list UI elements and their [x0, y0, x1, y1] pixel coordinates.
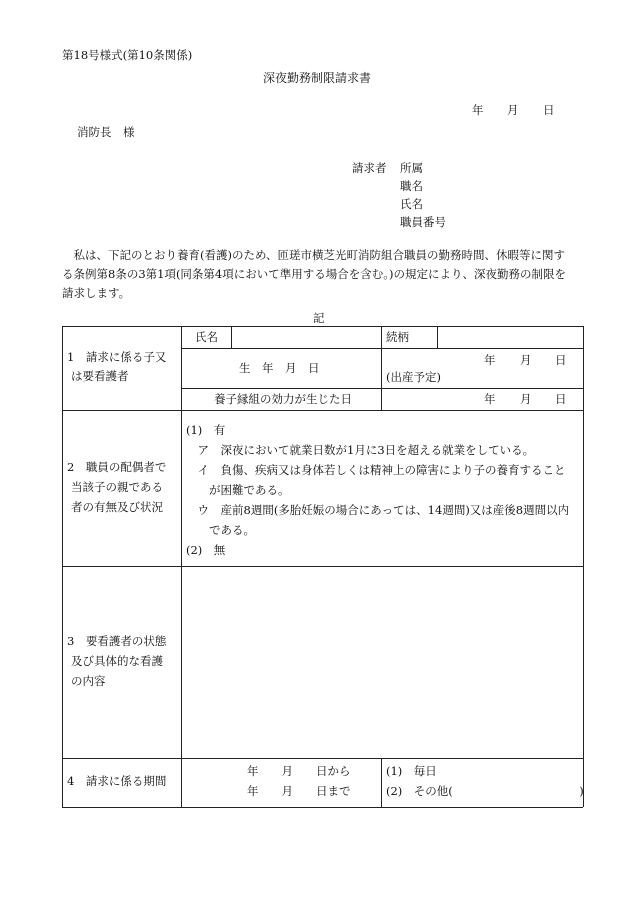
- birth-day: 日: [555, 353, 567, 367]
- row3-label: の内容: [71, 674, 106, 688]
- document-title: 深夜勤務制限請求書: [263, 71, 372, 85]
- date-year: 年: [472, 103, 484, 117]
- spouse-condition-a: ア 深夜において就業日数が1月に3日を超える就業をしている。: [186, 443, 535, 457]
- form-number: 第18号様式(第10条関係): [62, 48, 193, 62]
- period-to: 年 月 日まで: [247, 784, 351, 798]
- statement-line: 私は、下記のとおり養育(看護)のため、匝瑳市横芝光町消防組合職員の勤務時間、休暇等に関す: [62, 248, 566, 262]
- row4-label: 4 請求に係る期間: [67, 774, 167, 788]
- spouse-condition-i-cont: が困難である。: [186, 483, 290, 497]
- requester-affiliation: 所属: [400, 161, 423, 175]
- row2-label: 者の有無及び状況: [71, 500, 163, 514]
- period-option-other: (2) その他( ): [386, 784, 584, 798]
- birth-date-label: 生 年 月 日: [239, 361, 320, 375]
- birth-year: 年: [484, 353, 496, 367]
- row3-label: 及び具体的な看護: [71, 654, 163, 668]
- row1-label: は要看護者: [71, 369, 129, 383]
- spouse-condition-i: イ 負傷、疾病又は身体若しくは精神上の障害により子の養育すること: [186, 463, 566, 477]
- spouse-option-yes: (1) 有: [186, 423, 226, 437]
- statement-line: る条例第8条の3第1項(同条第4項において準用する場合を含む。)の規定により、深夜勤務の制限を: [62, 267, 566, 281]
- care-details-area[interactable]: [182, 567, 582, 757]
- requester-employee-number: 職員番号: [400, 215, 446, 229]
- row2-label: 2 職員の配偶者で: [67, 460, 167, 474]
- adoption-day: 日: [555, 392, 567, 406]
- period-from: 年 月 日から: [247, 764, 351, 778]
- adoption-year: 年: [484, 392, 496, 406]
- statement-line: 請求します。: [62, 286, 131, 300]
- row2-label: 当該子の親である: [71, 480, 163, 494]
- adoption-month: 月: [520, 392, 532, 406]
- expected-birth-label: (出産予定): [386, 370, 441, 384]
- date-month: 月: [507, 103, 519, 117]
- spouse-condition-u-cont: である。: [186, 523, 255, 537]
- period-option-daily: (1) 毎日: [386, 764, 437, 778]
- birth-month: 月: [520, 353, 532, 367]
- spouse-condition-u: ウ 産前8週間(多胎妊娠の場合にあっては、14週間)又は産後8週間以内: [186, 503, 570, 517]
- request-statement: [62, 246, 584, 303]
- row1-label: 1 請求に係る子又: [67, 350, 167, 364]
- ki-heading: 記: [313, 311, 325, 325]
- adoption-date-label: 養子縁組の効力が生じた日: [214, 392, 352, 406]
- row3-label: 3 要看護者の状態: [67, 634, 167, 648]
- requester-position: 職名: [400, 179, 423, 193]
- addressee: 消防長 様: [77, 125, 135, 139]
- spouse-option-no: (2) 無: [186, 543, 226, 557]
- name-label: 氏名: [195, 330, 218, 344]
- requester-name: 氏名: [400, 197, 423, 211]
- relationship-label: 続柄: [386, 330, 409, 344]
- requester-label: 請求者: [352, 161, 387, 175]
- date-day: 日: [543, 103, 555, 117]
